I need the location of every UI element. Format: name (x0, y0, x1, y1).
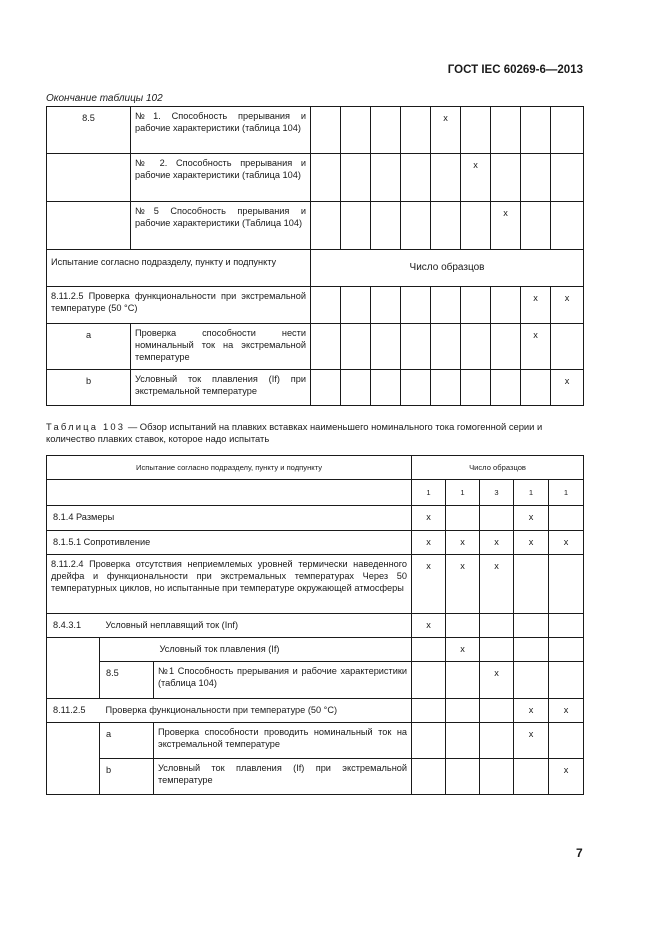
mark-cell (521, 154, 551, 202)
mark-cell (341, 202, 371, 250)
mark-cell: x (514, 699, 549, 723)
table-row (47, 370, 584, 406)
mark-cell (549, 555, 584, 614)
mark-cell: x (446, 531, 480, 555)
mark-cell (401, 324, 431, 370)
mark-cell: x (480, 662, 514, 699)
table-row (47, 287, 584, 324)
mark-cell: x (551, 370, 584, 406)
row-ref (47, 154, 131, 202)
table-103 (46, 455, 584, 795)
mark-cell: x (521, 287, 551, 324)
mark-cell (461, 324, 491, 370)
mark-cell (431, 324, 461, 370)
mark-cell: x (480, 555, 514, 614)
mark-cell (371, 324, 401, 370)
mark-cell (311, 324, 341, 370)
mark-cell (461, 370, 491, 406)
row-ref: 8.4.3.1 (47, 614, 100, 638)
mark-cell (480, 759, 514, 795)
mark-cell (341, 324, 371, 370)
mark-cell (491, 324, 521, 370)
mark-cell: x (446, 555, 480, 614)
column-header-samples: Число образцов (311, 250, 584, 287)
mark-cell (549, 662, 584, 699)
empty-header-cell (47, 480, 412, 506)
row-text: №1. Способность прерывания и рабочие характеристики (таблица 104) (131, 107, 311, 154)
mark-cell (371, 107, 401, 154)
mark-cell (514, 555, 549, 614)
mark-cell: x (446, 638, 480, 662)
mark-cell (549, 614, 584, 638)
mark-cell (491, 107, 521, 154)
table-header-row (47, 250, 584, 287)
row-text: Условный ток плавления (If) (154, 638, 412, 662)
mark-cell (446, 614, 480, 638)
mark-cell (514, 759, 549, 795)
mark-cell (311, 287, 341, 324)
mark-cell (551, 107, 584, 154)
column-header-samples: Число образцов (412, 456, 584, 480)
mark-cell (514, 638, 549, 662)
table-row (47, 638, 584, 662)
mark-cell (480, 638, 514, 662)
mark-cell (401, 287, 431, 324)
row-text: 8.1.5.1 Сопротивление (47, 531, 412, 555)
row-ref: b (100, 759, 154, 795)
mark-cell (446, 759, 480, 795)
mark-cell (551, 202, 584, 250)
mark-cell (311, 370, 341, 406)
mark-cell (549, 723, 584, 759)
mark-cell (549, 638, 584, 662)
mark-cell (521, 202, 551, 250)
mark-cell (551, 324, 584, 370)
row-text: Условный неплавящий ток (Inf) (100, 614, 412, 638)
table-102 (46, 106, 584, 406)
sample-count: 3 (480, 480, 514, 506)
mark-cell (514, 614, 549, 638)
mark-cell (412, 759, 446, 795)
mark-cell (311, 154, 341, 202)
table-row (47, 506, 584, 531)
mark-cell (446, 662, 480, 699)
mark-cell (461, 287, 491, 324)
mark-cell (341, 287, 371, 324)
sample-count: 1 (549, 480, 584, 506)
table-row (47, 614, 584, 638)
mark-cell: x (491, 202, 521, 250)
mark-cell (311, 202, 341, 250)
mark-cell: x (549, 699, 584, 723)
mark-cell: x (480, 531, 514, 555)
table-row (47, 107, 584, 154)
table-row (47, 324, 584, 370)
mark-cell (446, 723, 480, 759)
mark-cell: x (412, 506, 446, 531)
row-text: №5 Способность прерывания и рабочие характеристики (Таблица 104) (131, 202, 311, 250)
mark-cell (480, 506, 514, 531)
mark-cell: x (412, 531, 446, 555)
mark-cell (521, 370, 551, 406)
mark-cell (401, 370, 431, 406)
mark-cell (480, 699, 514, 723)
mark-cell (401, 154, 431, 202)
mark-cell (412, 723, 446, 759)
mark-cell (401, 107, 431, 154)
mark-cell (371, 202, 401, 250)
row-text: Проверка функциональности при температуре (50 °С) (100, 699, 412, 723)
mark-cell (446, 506, 480, 531)
table-header-row (47, 456, 584, 480)
row-text: 8.11.2.5 Проверка функциональности при экстремальной температуре (50 °С) (47, 287, 311, 324)
mark-cell (491, 370, 521, 406)
mark-cell (412, 699, 446, 723)
row-text: №1 Способность прерывания и рабочие характеристики (таблица 104) (154, 662, 412, 699)
row-text: 8.1.4 Размеры (47, 506, 412, 531)
mark-cell (412, 662, 446, 699)
mark-cell (461, 202, 491, 250)
empty-cell (47, 638, 100, 699)
mark-cell (341, 370, 371, 406)
empty-cell (47, 723, 100, 795)
mark-cell (521, 107, 551, 154)
table-continuation-label: Окончание таблицы 102 (46, 93, 163, 104)
row-text: Условный ток плавления (If) при экстремальной температуре (154, 759, 412, 795)
mark-cell (371, 287, 401, 324)
page-number: 7 (576, 846, 583, 860)
table-row (47, 759, 584, 795)
mark-cell (412, 638, 446, 662)
mark-cell (491, 287, 521, 324)
sample-count: 1 (514, 480, 549, 506)
table-row (47, 662, 584, 699)
mark-cell (491, 154, 521, 202)
mark-cell: x (549, 531, 584, 555)
row-ref: 8.5 (100, 662, 154, 699)
row-text: Условный ток плавления (If) при экстремальной температуре (131, 370, 311, 406)
table-row (47, 202, 584, 250)
row-text: 8.11.2.4 Проверка отсутствия неприемлемых уровней термически наведенного дрейфа и функциональности при экстремальных температурах Через 50 температурных циклов, но испытанные при температуре окружающей атмосферы (47, 555, 412, 614)
mark-cell (401, 202, 431, 250)
mark-cell (341, 107, 371, 154)
mark-cell: x (514, 531, 549, 555)
column-header-test: Испытание согласно подразделу, пункту и подпункту (47, 456, 412, 480)
row-text: Проверка способности проводить номинальный ток на экстремальной температуре (154, 723, 412, 759)
mark-cell (371, 154, 401, 202)
mark-cell (551, 154, 584, 202)
row-ref: b (47, 370, 131, 406)
column-header-test: Испытание согласно подразделу, пункту и подпункту (47, 250, 311, 287)
mark-cell (371, 370, 401, 406)
mark-cell (480, 614, 514, 638)
mark-cell (431, 287, 461, 324)
mark-cell: x (412, 614, 446, 638)
mark-cell (431, 202, 461, 250)
sample-count: 1 (412, 480, 446, 506)
row-text: № 2. Способность прерывания и рабочие характеристики (таблица 104) (131, 154, 311, 202)
mark-cell: x (461, 154, 491, 202)
row-ref: a (47, 324, 131, 370)
table-row (47, 531, 584, 555)
table-row (47, 154, 584, 202)
mark-cell: x (412, 555, 446, 614)
row-text: Проверка способности нести номинальный ток на экстремальной температуре (131, 324, 311, 370)
table-row (47, 723, 584, 759)
mark-cell (311, 107, 341, 154)
row-ref (47, 202, 131, 250)
mark-cell (431, 370, 461, 406)
table-header-row (47, 480, 584, 506)
mark-cell (446, 699, 480, 723)
mark-cell: x (514, 506, 549, 531)
mark-cell (431, 154, 461, 202)
document-id: ГОСТ IEC 60269-6—2013 (447, 64, 583, 76)
sample-count: 1 (446, 480, 480, 506)
row-ref: a (100, 723, 154, 759)
mark-cell: x (551, 287, 584, 324)
mark-cell: x (549, 759, 584, 795)
mark-cell (549, 506, 584, 531)
mark-cell: x (431, 107, 461, 154)
mark-cell: x (514, 723, 549, 759)
mark-cell (341, 154, 371, 202)
table-number: Таблица 103 (46, 421, 126, 432)
table-103-caption (46, 421, 583, 445)
table-row (47, 555, 584, 614)
mark-cell (461, 107, 491, 154)
mark-cell: x (521, 324, 551, 370)
mark-cell (480, 723, 514, 759)
row-ref: 8.5 (47, 107, 131, 154)
caption-text: — Обзор испытаний на плавких вставках наименьшего номинального тока гомогенной серии и количество плавких ставок, которое надо испытать (46, 421, 543, 444)
table-row (47, 699, 584, 723)
mark-cell (514, 662, 549, 699)
row-ref: 8.11.2.5 (47, 699, 100, 723)
empty-cell (100, 638, 154, 662)
